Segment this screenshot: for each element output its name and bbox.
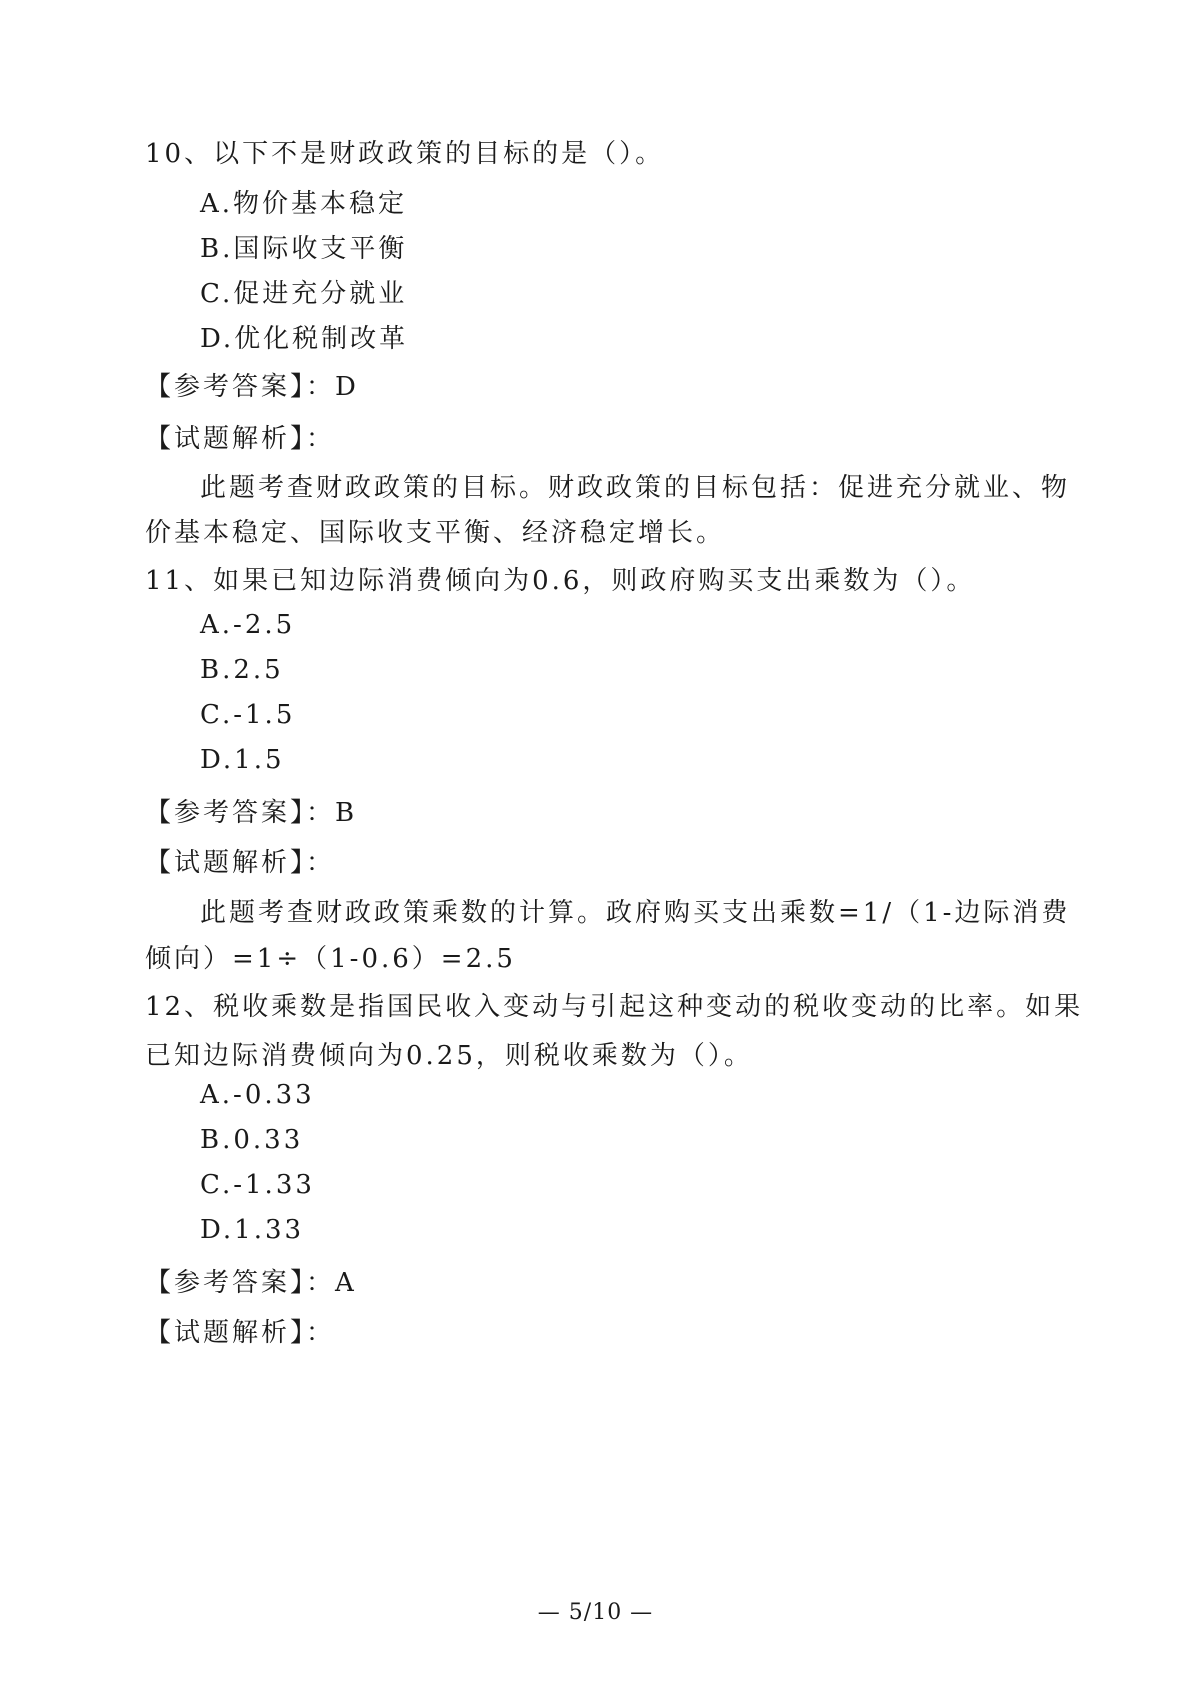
analysis-label: 【试题解析】： <box>145 424 336 454</box>
option-d: D.优化税制改革 <box>200 324 409 354</box>
option-a: A.物价基本稳定 <box>200 189 408 219</box>
reference-answer: 【参考答案】：B <box>145 798 358 828</box>
option-b: B.国际收支平衡 <box>200 234 408 264</box>
question-stem: 12、税收乘数是指国民收入变动与引起这种变动的税收变动的比率。如果 <box>145 992 1084 1022</box>
option-a: A.-0.33 <box>200 1080 315 1110</box>
option-d: D.1.5 <box>200 745 285 775</box>
analysis-text: 价基本稳定、国际收支平衡、经济稳定增长。 <box>145 518 726 548</box>
analysis-label: 【试题解析】： <box>145 848 336 878</box>
option-c: C.促进充分就业 <box>200 279 408 309</box>
option-c: C.-1.5 <box>200 700 296 730</box>
question-stem: 10、以下不是财政政策的目标的是（）。 <box>145 139 665 169</box>
page-number: — 5/10 — <box>537 1600 654 1625</box>
reference-answer: 【参考答案】：D <box>145 372 359 402</box>
option-c: C.-1.33 <box>200 1170 315 1200</box>
option-b: B.0.33 <box>200 1125 304 1155</box>
analysis-text: 此题考查财政政策乘数的计算。政府购买支出乘数=1/（1-边际消费 <box>200 898 1071 928</box>
option-d: D.1.33 <box>200 1215 305 1245</box>
question-stem: 11、如果已知边际消费倾向为0.6，则政府购买支出乘数为（）。 <box>145 566 976 596</box>
reference-answer: 【参考答案】：A <box>145 1268 357 1298</box>
option-a: A.-2.5 <box>200 610 296 640</box>
question-stem-continued: 已知边际消费倾向为0.25，则税收乘数为（）。 <box>145 1041 753 1071</box>
analysis-text: 此题考查财政政策的目标。财政政策的目标包括：促进充分就业、物 <box>200 473 1071 503</box>
analysis-label: 【试题解析】： <box>145 1318 336 1348</box>
option-b: B.2.5 <box>200 655 284 685</box>
analysis-text: 倾向）=1÷（1-0.6）=2.5 <box>145 944 516 974</box>
